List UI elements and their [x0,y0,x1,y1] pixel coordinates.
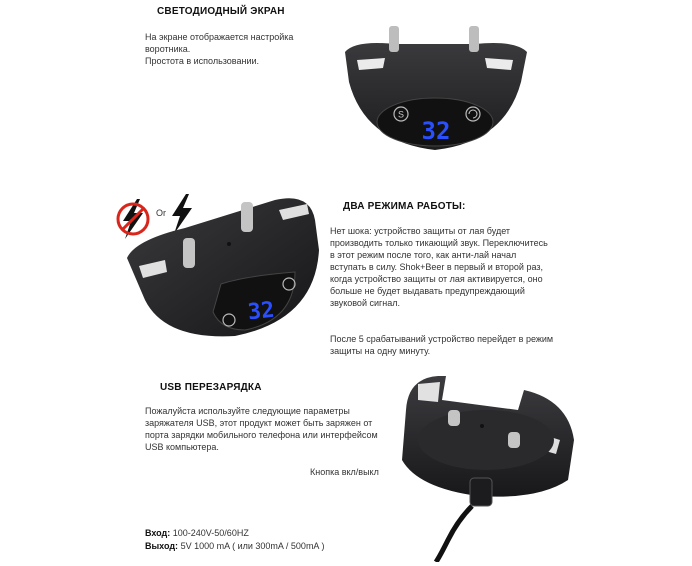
spec-input-label: Вход: [145,528,171,538]
collar-device-image-bottom [388,370,584,562]
modes-text-line: Нет шока: устройство защиты от лая будет [330,226,511,236]
spec-input [145,527,249,539]
modes-paragraph-1 [330,225,570,309]
power-button-label: Кнопка вкл/выкл [310,467,379,477]
modes-text-line: звуковой сигнал. [330,298,401,308]
modes-text-line: когда устройство защиты от лая активируется, оно [330,274,543,284]
led-text-line: Простота в использовании. [145,56,260,66]
spec-output-value: 5V 1000 mA ( или 300mA / 500mA ) [178,541,325,551]
collar-device-image-top [335,22,535,157]
spec-input-value: 100-240V-50/60HZ [170,528,249,538]
led-text-line: воротника. [145,44,191,54]
modes-section-title: ДВА РЕЖИМА РАБОТЫ: [343,201,466,212]
button-s-label: S [397,109,405,120]
spec-output-label: Выход: [145,541,179,551]
collar-device-image-middle [125,180,325,340]
led-display-digits: 32 [421,117,451,145]
led-text-line: На экране отображается настройка [145,32,294,42]
spec-output [145,540,324,552]
usb-section-text [145,405,395,453]
led-display-digits: 32 [246,297,276,326]
modes-text-line: После 5 срабатываний устройство перейдет в режим [330,334,554,344]
usb-text-line: заряжателя USB, этот продукт может быть заряжен от [145,418,373,428]
usb-section-title: USB ПЕРЕЗАРЯДКА [160,382,262,393]
usb-text-line: порта зарядки мобильного телефона или интерфейсом [145,430,378,440]
modes-text-line: производить только тикающий звук. Переключитесь [330,238,548,248]
modes-paragraph-2 [330,333,580,357]
led-section-title: СВЕТОДИОДНЫЙ ЭКРАН [157,6,285,17]
or-label: Or [156,208,166,218]
modes-text-line: вступать в силу. Shok+Beer в первый и второй раз, [330,262,543,272]
modes-text-line: защиты на одну минуту. [330,346,431,356]
usb-text-line: Пожалуйста используйте следующие параметры [145,406,350,416]
usb-text-line: USB компьютера. [145,442,219,452]
modes-text-line: в этот режим после того, как анти-лай начал [330,250,517,260]
modes-text-line: больше не будет выдавать предупреждающий [330,286,525,296]
led-section-text [145,31,335,67]
